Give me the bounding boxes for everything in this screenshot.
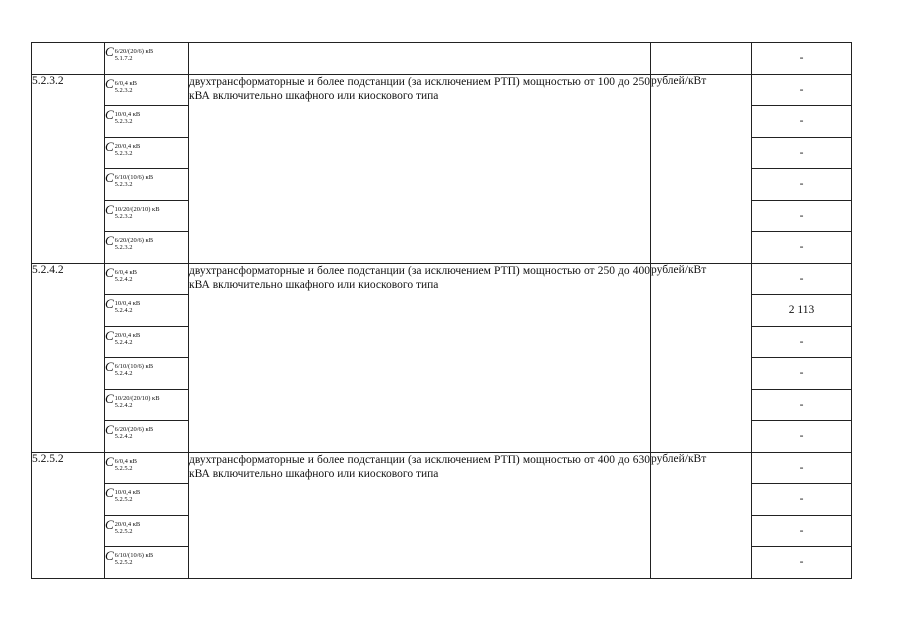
tariff-symbol-cell	[105, 169, 189, 201]
tariff-symbol-subscript: 5.2.3.2	[114, 149, 133, 157]
table-row	[32, 263, 852, 295]
tariff-symbol-letter: C	[105, 264, 114, 280]
value-cell: -	[752, 358, 852, 390]
tariff-symbol-subscript: 5.2.4.2	[114, 275, 133, 283]
tariff-symbol-subscript: 5.2.4.2	[114, 338, 133, 346]
tariff-symbol-letter: C	[105, 170, 114, 185]
value-cell: -	[752, 169, 852, 201]
tariff-symbol-superscript: 6/20/(20/6) кВ	[114, 426, 154, 433]
item-description: двухтрансформаторные и более подстанции (за исключением РТП) мощностью от 400 до 630 кВА включительно шкафного или киоскового типа	[189, 452, 651, 578]
tariff-symbol-subscript: 5.2.3.2	[114, 86, 133, 94]
tariff-symbol-cell	[105, 515, 189, 547]
tariff-symbol-indices	[115, 206, 160, 220]
tariff-symbol-cell	[105, 389, 189, 421]
tariff-table	[31, 42, 852, 579]
tariff-symbol-superscript: 10/0,4 кВ	[114, 300, 141, 307]
tariff-symbol-indices	[115, 426, 153, 440]
value-cell: -	[752, 263, 852, 295]
tariff-symbol-superscript: 10/20/(20/10) кВ	[114, 394, 160, 402]
tariff-symbol-subscript: 5.1.7.2	[114, 55, 133, 62]
tariff-symbol-letter: C	[105, 201, 114, 217]
tariff-symbol-subscript: 5.2.4.2	[114, 433, 133, 440]
tariff-symbol-superscript: 10/20/(20/10) кВ	[114, 205, 160, 213]
value-cell: -	[752, 326, 852, 358]
tariff-symbol-subscript: 5.2.5.2	[114, 464, 133, 472]
tariff-symbol-letter: C	[105, 233, 114, 248]
empty-unit-cell	[651, 43, 752, 75]
tariff-symbol-subscript: 5.2.4.2	[114, 307, 133, 314]
tariff-table-body	[32, 43, 852, 579]
table-row	[32, 74, 852, 106]
value-cell: -	[752, 547, 852, 579]
tariff-symbol-indices	[115, 458, 137, 472]
tariff-symbol-indices	[115, 552, 153, 566]
tariff-symbol-letter: C	[105, 453, 114, 469]
item-number: 5.2.5.2	[32, 452, 105, 578]
item-unit: рублей/кВт	[651, 263, 752, 452]
tariff-symbol-subscript: 5.2.5.2	[114, 496, 133, 503]
tariff-symbol-superscript: 6/0,4 кВ	[114, 79, 137, 87]
value-cell: -	[752, 200, 852, 232]
value-cell: -	[752, 484, 852, 516]
tariff-symbol-superscript: 6/10/(10/6) кВ	[114, 174, 154, 181]
tariff-symbol-indices	[115, 237, 153, 251]
tariff-symbol-superscript: 6/10/(10/6) кВ	[114, 363, 154, 370]
tariff-symbol-cell	[105, 106, 189, 138]
tariff-symbol-subscript: 5.2.4.2	[114, 401, 133, 409]
tariff-symbol-letter: C	[105, 327, 114, 343]
tariff-symbol-cell	[105, 452, 189, 484]
value-cell: -	[752, 137, 852, 169]
tariff-symbol-letter: C	[105, 516, 114, 532]
empty-description-cell	[189, 43, 651, 75]
tariff-symbol-subscript: 5.2.3.2	[114, 212, 133, 220]
tariff-symbol-letter: C	[105, 548, 114, 563]
tariff-symbol-superscript: 6/0,4 кВ	[114, 268, 137, 276]
tariff-symbol-cell	[105, 421, 189, 453]
empty-number-cell	[32, 43, 105, 75]
item-description: двухтрансформаторные и более подстанции (за исключением РТП) мощностью от 250 до 400 кВА включительно шкафного или киоскового типа	[189, 263, 651, 452]
tariff-symbol-cell	[105, 43, 189, 75]
value-cell: -	[752, 421, 852, 453]
tariff-symbol-letter: C	[105, 107, 114, 122]
tariff-symbol-superscript: 10/0,4 кВ	[114, 489, 141, 496]
value-cell: -	[752, 515, 852, 547]
tariff-symbol-indices	[115, 363, 153, 377]
item-number: 5.2.4.2	[32, 263, 105, 452]
tariff-symbol-indices	[115, 521, 141, 535]
tariff-symbol-cell	[105, 547, 189, 579]
tariff-symbol-letter: C	[105, 359, 114, 374]
item-unit: рублей/кВт	[651, 452, 752, 578]
tariff-symbol-indices	[115, 174, 153, 188]
item-number: 5.2.3.2	[32, 74, 105, 263]
tariff-symbol-indices	[115, 80, 137, 94]
tariff-symbol-cell	[105, 295, 189, 327]
tariff-symbol-letter: C	[105, 44, 114, 59]
tariff-symbol-letter: C	[105, 390, 114, 406]
tariff-symbol-cell	[105, 74, 189, 106]
tariff-symbol-cell	[105, 137, 189, 169]
tariff-symbol-superscript: 6/0,4 кВ	[114, 457, 137, 465]
tariff-symbol-letter: C	[105, 422, 114, 437]
value-cell: -	[752, 389, 852, 421]
tariff-symbol-indices	[115, 111, 141, 125]
tariff-symbol-letter: C	[105, 296, 114, 311]
tariff-symbol-superscript: 20/0,4 кВ	[114, 520, 141, 528]
tariff-symbol-indices	[115, 332, 141, 346]
tariff-symbol-indices	[115, 300, 141, 314]
tariff-symbol-indices	[115, 48, 153, 62]
value-cell: -	[752, 232, 852, 264]
value-cell: -	[752, 74, 852, 106]
tariff-symbol-superscript: 6/10/(10/6) кВ	[114, 552, 154, 559]
tariff-symbol-superscript: 10/0,4 кВ	[114, 111, 141, 118]
tariff-symbol-subscript: 5.2.5.2	[114, 559, 133, 566]
tariff-symbol-cell	[105, 484, 189, 516]
tariff-symbol-superscript: 20/0,4 кВ	[114, 142, 141, 150]
table-row	[32, 43, 852, 75]
tariff-symbol-superscript: 6/20/(20/6) кВ	[114, 48, 154, 55]
tariff-symbol-indices	[115, 489, 141, 503]
value-cell: 2 113	[752, 295, 852, 327]
tariff-symbol-subscript: 5.2.3.2	[114, 244, 133, 251]
tariff-symbol-superscript: 6/20/(20/6) кВ	[114, 237, 154, 244]
tariff-symbol-subscript: 5.2.3.2	[114, 118, 133, 125]
value-cell: -	[752, 106, 852, 138]
tariff-symbol-cell	[105, 200, 189, 232]
tariff-symbol-cell	[105, 358, 189, 390]
tariff-symbol-letter: C	[105, 485, 114, 500]
table-row	[32, 452, 852, 484]
tariff-symbol-cell	[105, 232, 189, 264]
tariff-symbol-subscript: 5.2.3.2	[114, 181, 133, 188]
tariff-symbol-superscript: 20/0,4 кВ	[114, 331, 141, 339]
tariff-symbol-subscript: 5.2.4.2	[114, 370, 133, 377]
tariff-symbol-letter: C	[105, 138, 114, 154]
tariff-symbol-cell	[105, 263, 189, 295]
value-cell: -	[752, 43, 852, 75]
item-description: двухтрансформаторные и более подстанции (за исключением РТП) мощностью от 100 до 250 кВА включительно шкафного или киоскового типа	[189, 74, 651, 263]
tariff-symbol-indices	[115, 395, 160, 409]
tariff-symbol-letter: C	[105, 75, 114, 91]
tariff-symbol-cell	[105, 326, 189, 358]
tariff-symbol-indices	[115, 143, 141, 157]
value-cell: -	[752, 452, 852, 484]
tariff-symbol-subscript: 5.2.5.2	[114, 527, 133, 535]
item-unit: рублей/кВт	[651, 74, 752, 263]
tariff-symbol-indices	[115, 269, 137, 283]
